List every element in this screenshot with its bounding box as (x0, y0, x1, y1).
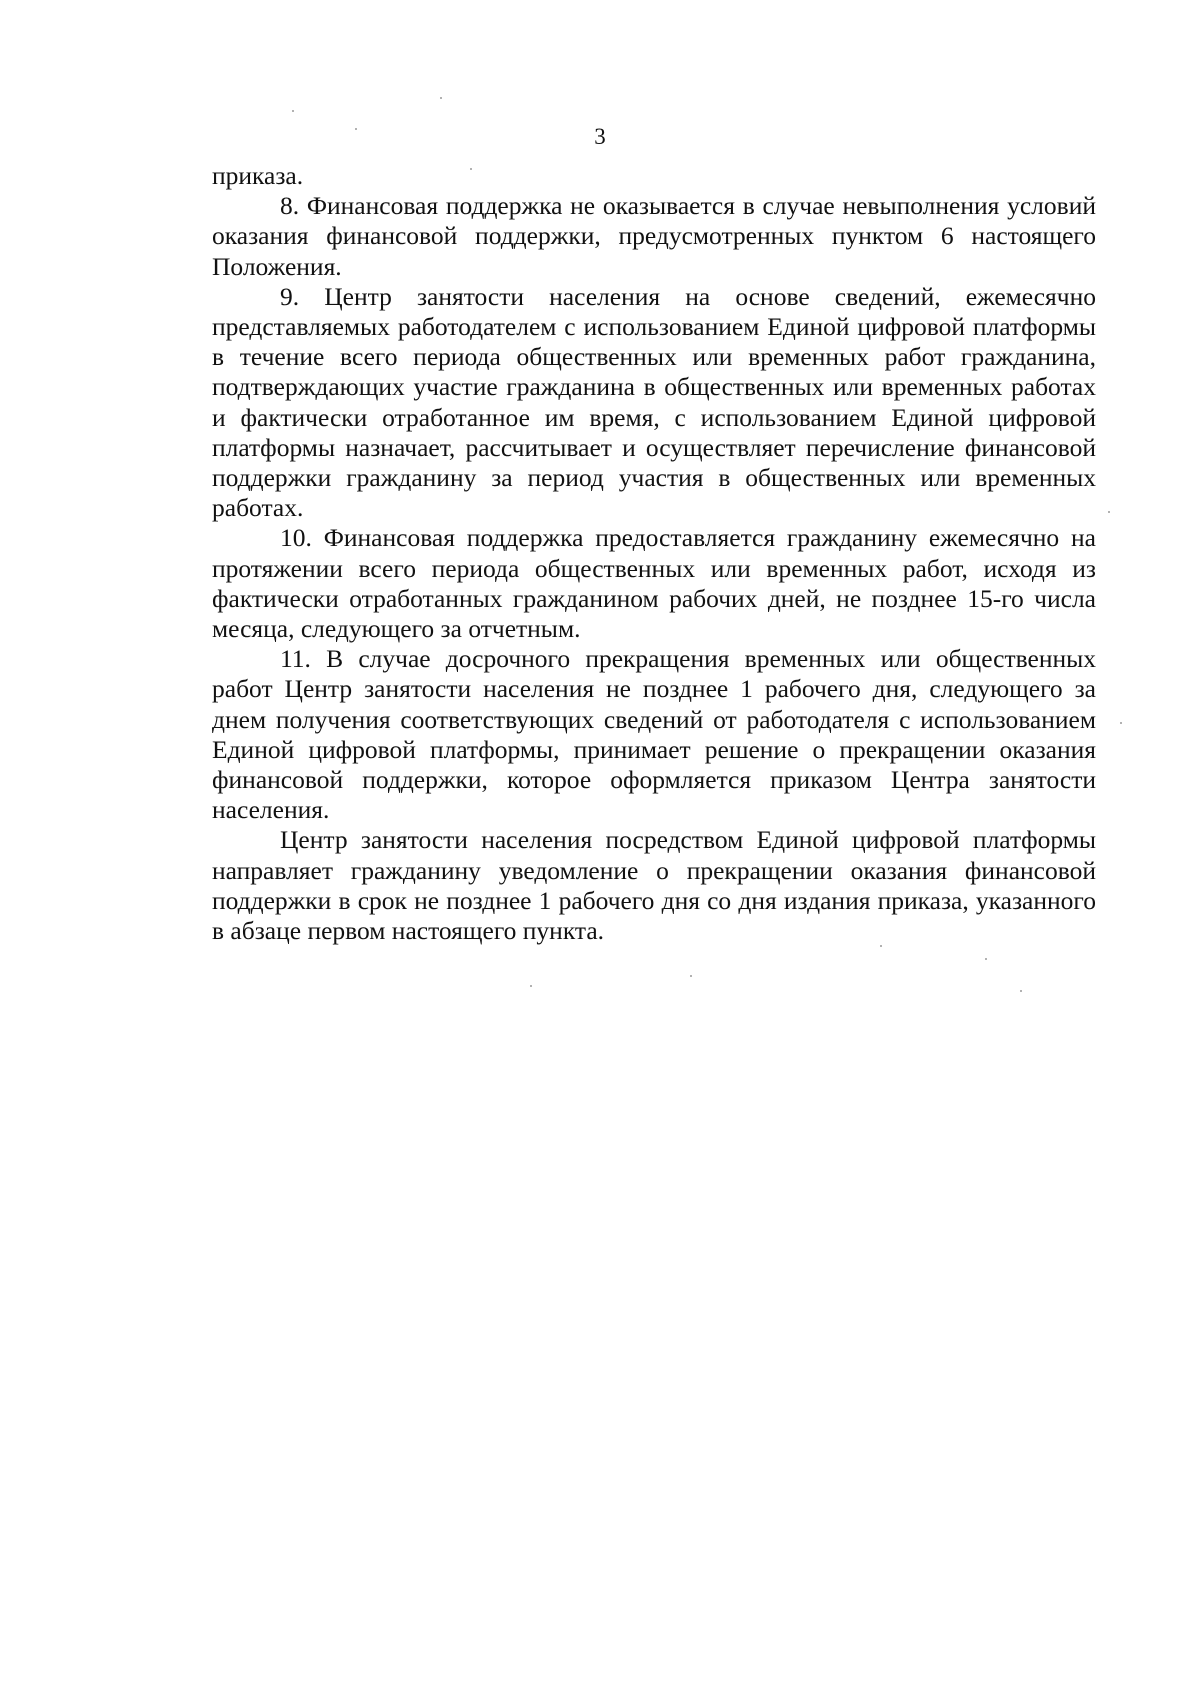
scan-speck (470, 168, 472, 170)
document-body (212, 161, 1096, 946)
scan-speck (530, 985, 532, 987)
scan-speck (690, 975, 692, 977)
paragraph-item-11: 11. В случае досрочного прекращения временных или общественных работ Центр занятости населения не позднее 1 рабочего дня, следующего за днем получения соответствующих сведений от работодателя с использованием Единой цифровой платформы, принимает решение о прекращении оказания финансовой поддержки, которое оформляется приказом Центра занятости населения. (212, 644, 1096, 825)
scan-speck (1108, 511, 1110, 513)
scan-speck (355, 128, 357, 130)
paragraph-continuation: приказа. (212, 161, 304, 190)
scan-speck (440, 97, 442, 99)
scan-speck (1020, 990, 1022, 992)
scan-speck (292, 110, 294, 112)
paragraph-item-8: 8. Финансовая поддержка не оказывается в случае невыполнения условий оказания финансовой поддержки, предусмотренных пунктом 6 настоящего Положения. (212, 191, 1096, 281)
paragraph-item-10: 10. Финансовая поддержка предоставляется гражданину ежемесячно на протяжении всего периода общественных или временных работ, исходя из фактически отработанных гражданином рабочих дней, не позднее 15-го числа месяца, следующего за отчетным. (212, 523, 1096, 644)
scan-speck (880, 945, 882, 947)
paragraph-item-11-second: Центр занятости населения посредством Единой цифровой платформы направляет гражданину уведомление о прекращении оказания финансовой поддержки в срок не позднее 1 рабочего дня со дня издания приказа, указанного в абзаце первом настоящего пункта. (212, 825, 1096, 946)
page-number: 3 (594, 124, 606, 149)
paragraph-item-9: 9. Центр занятости населения на основе сведений, ежемесячно представляемых работодателем с использованием Единой цифровой платформы в течение всего периода общественных или временных работ гражданина, подтверждающих участие гражданина в общественных или временных работах и фактически отработанное им время, с использованием Единой цифровой платформы назначает, рассчитывает и осуществляет перечисление финансовой поддержки гражданину за период участия в общественных или временных работах. (212, 281, 1096, 523)
scan-speck (985, 958, 987, 960)
scan-speck (1120, 722, 1122, 724)
